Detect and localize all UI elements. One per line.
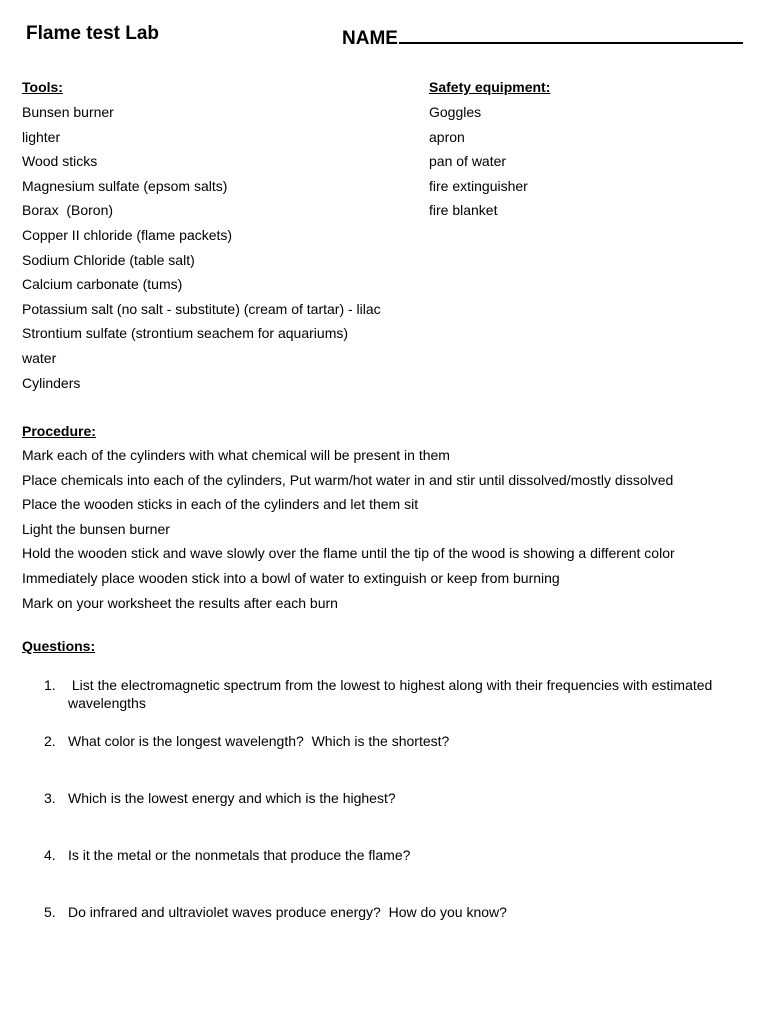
tools-item: Potassium salt (no salt - substitute) (cream of tartar) - lilac [22,300,381,317]
question-text: List the electromagnetic spectrum from the lowest to highest along with their frequencies with estimated wavelengths [68,677,717,711]
name-field [342,23,743,50]
safety-item: apron [429,128,465,145]
procedure-step: Immediately place wooden stick into a bowl of water to extinguish or keep from burning [22,569,560,586]
question-text: Which is the lowest energy and which is the highest? [68,790,396,806]
tools-item: Copper II chloride (flame packets) [22,226,233,243]
tools-item: Wood sticks [22,153,98,170]
question-item [22,676,722,712]
question-text: What color is the longest wavelength? Which is the shortest? [68,733,450,749]
procedure-step: Place the wooden sticks in each of the cylinders and let them sit [22,496,419,513]
question-number: 4. [44,847,56,863]
tools-item: Calcium carbonate (tums) [22,276,183,293]
safety-item: fire extinguisher [429,177,528,194]
tools-item: Borax (Boron) [22,202,114,219]
questions-list [22,676,722,921]
question-number: 3. [44,790,56,806]
question-item [22,846,722,864]
tools-heading: Tools: [22,79,63,95]
safety-item: fire blanket [429,202,498,219]
safety-heading: Safety equipment: [429,79,551,95]
safety-item: pan of water [429,153,507,170]
tools-item: lighter [22,128,61,145]
tools-item: Bunsen burner [22,104,114,120]
tools-list [22,100,381,395]
tools-item: Strontium sulfate (strontium seachem for aquariums) [22,325,349,342]
tools-item: water [22,349,57,366]
name-blank-line [399,23,743,44]
procedure-step: Mark each of the cylinders with what chemical will be present in them [22,447,450,463]
question-item [22,789,722,807]
question-text: Is it the metal or the nonmetals that produce the flame? [68,847,411,863]
procedure-step: Mark on your worksheet the results after each burn [22,594,338,611]
page-title: Flame test Lab [26,23,160,44]
safety-list [429,100,528,223]
procedure-step: Hold the wooden stick and wave slowly over the flame until the tip of the wood is showing a different color [22,545,675,562]
procedure-step: Place chemicals into each of the cylinders, Put warm/hot water in and stir until dissolved/mostly dissolved [22,471,674,488]
safety-item: Goggles [429,104,482,120]
procedure-heading: Procedure: [22,423,96,439]
question-item [22,903,722,921]
tools-item: Magnesium sulfate (epsom salts) [22,177,228,194]
procedure-step: Light the bunsen burner [22,520,170,537]
question-item [22,732,722,750]
questions-heading: Questions: [22,638,96,654]
question-text: Do infrared and ultraviolet waves produce energy? How do you know? [68,904,507,920]
question-number: 1. [44,677,56,693]
tools-item: Sodium Chloride (table salt) [22,251,195,268]
tools-item: Cylinders [22,374,81,391]
name-label: NAME [342,28,398,49]
procedure-list [22,443,675,615]
question-number: 2. [44,733,56,749]
question-number: 5. [44,904,56,920]
